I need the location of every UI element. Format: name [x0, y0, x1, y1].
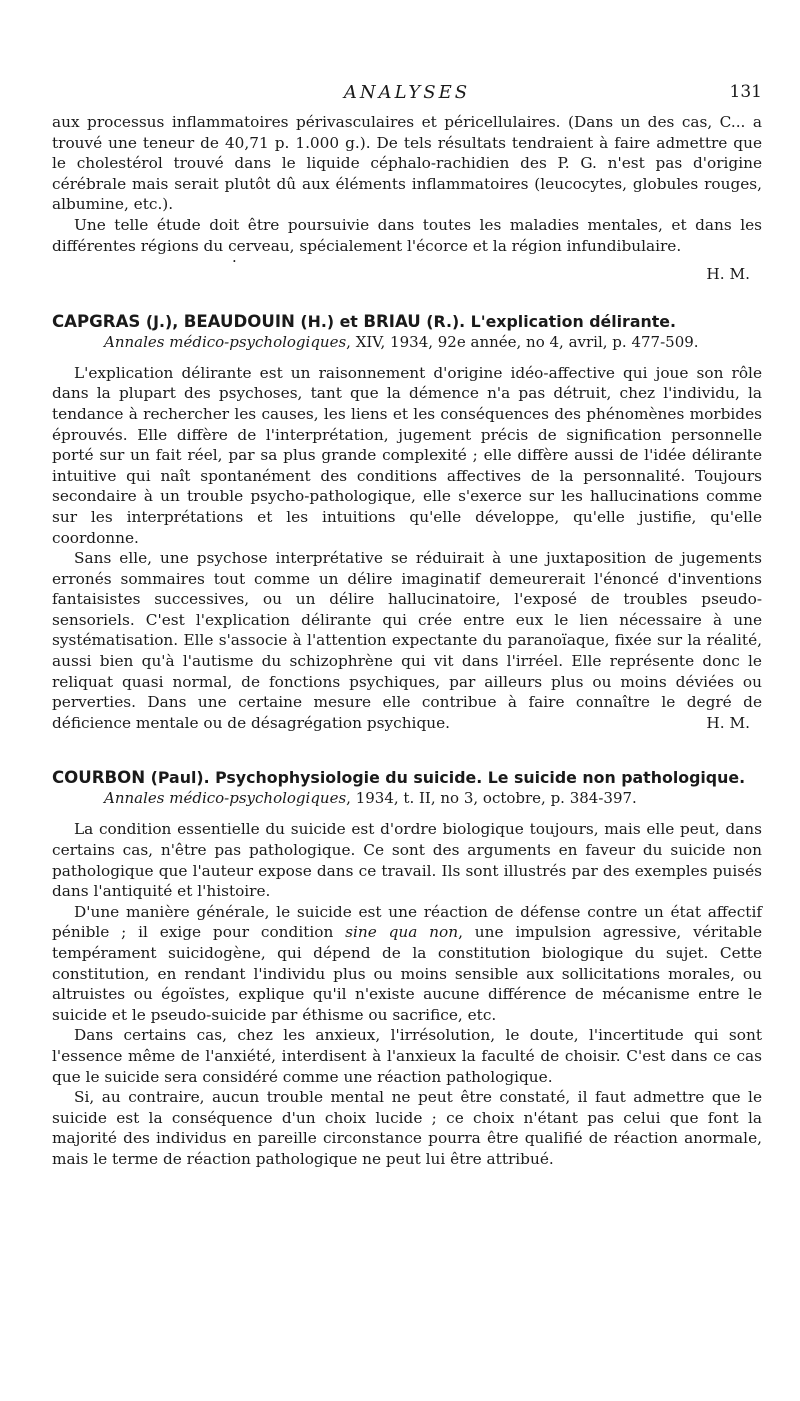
entry-capgras-signature: H. M.	[706, 713, 750, 732]
entry-capgras-heading	[52, 311, 762, 332]
author-beaudouin-initial: (H.) et	[294, 311, 364, 331]
entry-courbon-journal: Annales médico-psychologiques	[104, 789, 347, 808]
entry-capgras-paragraph-1: L'explication délirante est un raisonnement d'origine idéo-affective qui joue son rôle dans la plupart des psychoses, tant que la démence n'a pas détruit, chez l'individu, la tendance à rechercher les causes, les liens et les conséquences des phénomènes morbides éprouvés. Elle diffère de l'interprétation, jugement précis de signification personnelle porté sur un fait réel, par sa plus grande complexité ; elle diffère aussi de l'idée délirante intuitive qui naît spontanément des conditions affectives de la personnalité. Toujours secondaire à un trouble psycho-pathologique, elle s'exerce sur les hallucinations comme sur les interprétations et les intuitions qu'elle développe, qu'elle justifie, qu'elle coordonne.	[52, 363, 762, 547]
entry-capgras-source-details: , XIV, 1934, 92e année, no 4, avril, p. 477-509.	[346, 332, 699, 351]
entry-courbon-source	[52, 788, 762, 809]
entry-capgras-source	[52, 332, 762, 353]
page-number: 131	[729, 82, 762, 102]
author-briau-initial: (R.).	[420, 311, 466, 331]
entry-capgras-paragraph-2	[52, 548, 762, 733]
entry-courbon-paragraph-4: Si, au contraire, aucun trouble mental ne peut être constaté, il faut admettre que le suicide est la conséquence d'un choix lucide ; ce choix n'étant pas celui que font la majorité des individus en pareille circonstance pourra être qualifié de réaction anormale, mais le terme de réaction pathologique ne peut lui être attribué.	[52, 1088, 762, 1168]
entry-courbon-paragraph-2-end: , une impulsion agressive, véritable tempérament suicidogène, qui dépend de la constitution biologique du sujet. Cette constitution, en rendant l'individu plus ou moins sensible aux sollicitations morales, ou altruistes ou égoïstes, explique qu'il n'existe aucune différence de mécanisme entre le suicide et le pseudo-suicide par éthisme ou sacrifice, etc.	[52, 923, 763, 1024]
author-briau: BRIAU	[363, 311, 421, 331]
continuation-signature: H. M.	[706, 265, 750, 284]
author-beaudouin: BEAUDOUIN	[183, 311, 295, 331]
author-courbon: COURBON	[52, 768, 146, 788]
entry-courbon-title: Psychophysiologie du suicide. Le suicide non pathologique.	[215, 768, 746, 788]
author-capgras: CAPGRAS	[52, 311, 141, 331]
continuation-paragraph-2: Une telle étude doit être poursuivie dans toutes les maladies mentales, et dans les différentes régions du cerveau, spécialement l'écorce et la région infundibulaire.	[52, 215, 762, 255]
entry-courbon-source-details: , 1934, t. II, no 3, octobre, p. 384-397.	[346, 789, 637, 808]
running-title: ANALYSES	[343, 82, 471, 103]
entry-capgras-journal: Annales médico-psychologiques	[104, 332, 347, 351]
author-courbon-initial: (Paul).	[145, 768, 210, 788]
entry-courbon-paragraph-2	[52, 902, 762, 1026]
stray-dot: ·	[232, 252, 237, 271]
entry-capgras-paragraph-2-text: Sans elle, une psychose interprétative se réduirait à une juxtaposition de jugements erronés sommaires tout comme un délire imaginatif demeurerait l'énoncé d'inventions fantaisistes successives, ou un délire hallucinatoire, l'exposé de troubles pseudo-sensoriels. C'est l'explication délirante qui crée entre eux le lien nécessaire à une systématisation. Elle s'associe à l'attention expectante du paranoïaque, fixée sur la réalité, aussi bien qu'à l'autisme du schizophrène qui vit dans l'irréel. Elle représente donc le reliquat quasi normal, de fonctions psychiques, par ailleurs plus ou moins déviées ou perverties. Dans une certaine mesure elle contribue à faire connaître le degré de déficience mentale ou de désagrégation psychique.	[52, 549, 762, 732]
running-header	[52, 82, 762, 108]
continuation-paragraph-1: aux processus inflammatoires périvasculaires et péricellulaires. (Dans un des cas, C... a trouvé une teneur de 40,71 p. 1.000 g.). De tels résultats tendraient à faire admettre que le cholestérol trouvé dans le liquide céphalo-rachidien des P. G. n'est pas d'origine cérébrale mais serait plutôt dû aux éléments inflammatoires (leucocytes, globules rouges, albumine, etc.).	[52, 113, 762, 214]
entry-courbon-heading	[52, 767, 762, 788]
page-content	[52, 112, 762, 1170]
latin-phrase: sine qua non	[345, 923, 459, 942]
entry-capgras-title: L'explication délirante.	[470, 311, 677, 331]
entry-courbon-paragraph-1: La condition essentielle du suicide est d'ordre biologique toujours, mais elle peut, dans certains cas, n'être pas pathologique. Ce sont des arguments en faveur du suicide non pathologique que l'auteur expose dans ce travail. Ils sont illustrés par des exemples puisés dans l'antiquité et l'histoire.	[52, 820, 762, 901]
entry-courbon-paragraph-3: Dans certains cas, chez les anxieux, l'irrésolution, le doute, l'incertitude qui sont l'essence même de l'anxiété, interdisent à l'anxieux la faculté de choisir. C'est dans ce cas que le suicide sera considéré comme une réaction pathologique.	[52, 1026, 762, 1086]
entry-courbon-paragraph-2-start: D'une manière générale, le suicide est une réaction de défense contre un état affectif pénible ; il exige pour condition	[52, 902, 762, 942]
author-capgras-initial: (J.),	[140, 311, 184, 331]
